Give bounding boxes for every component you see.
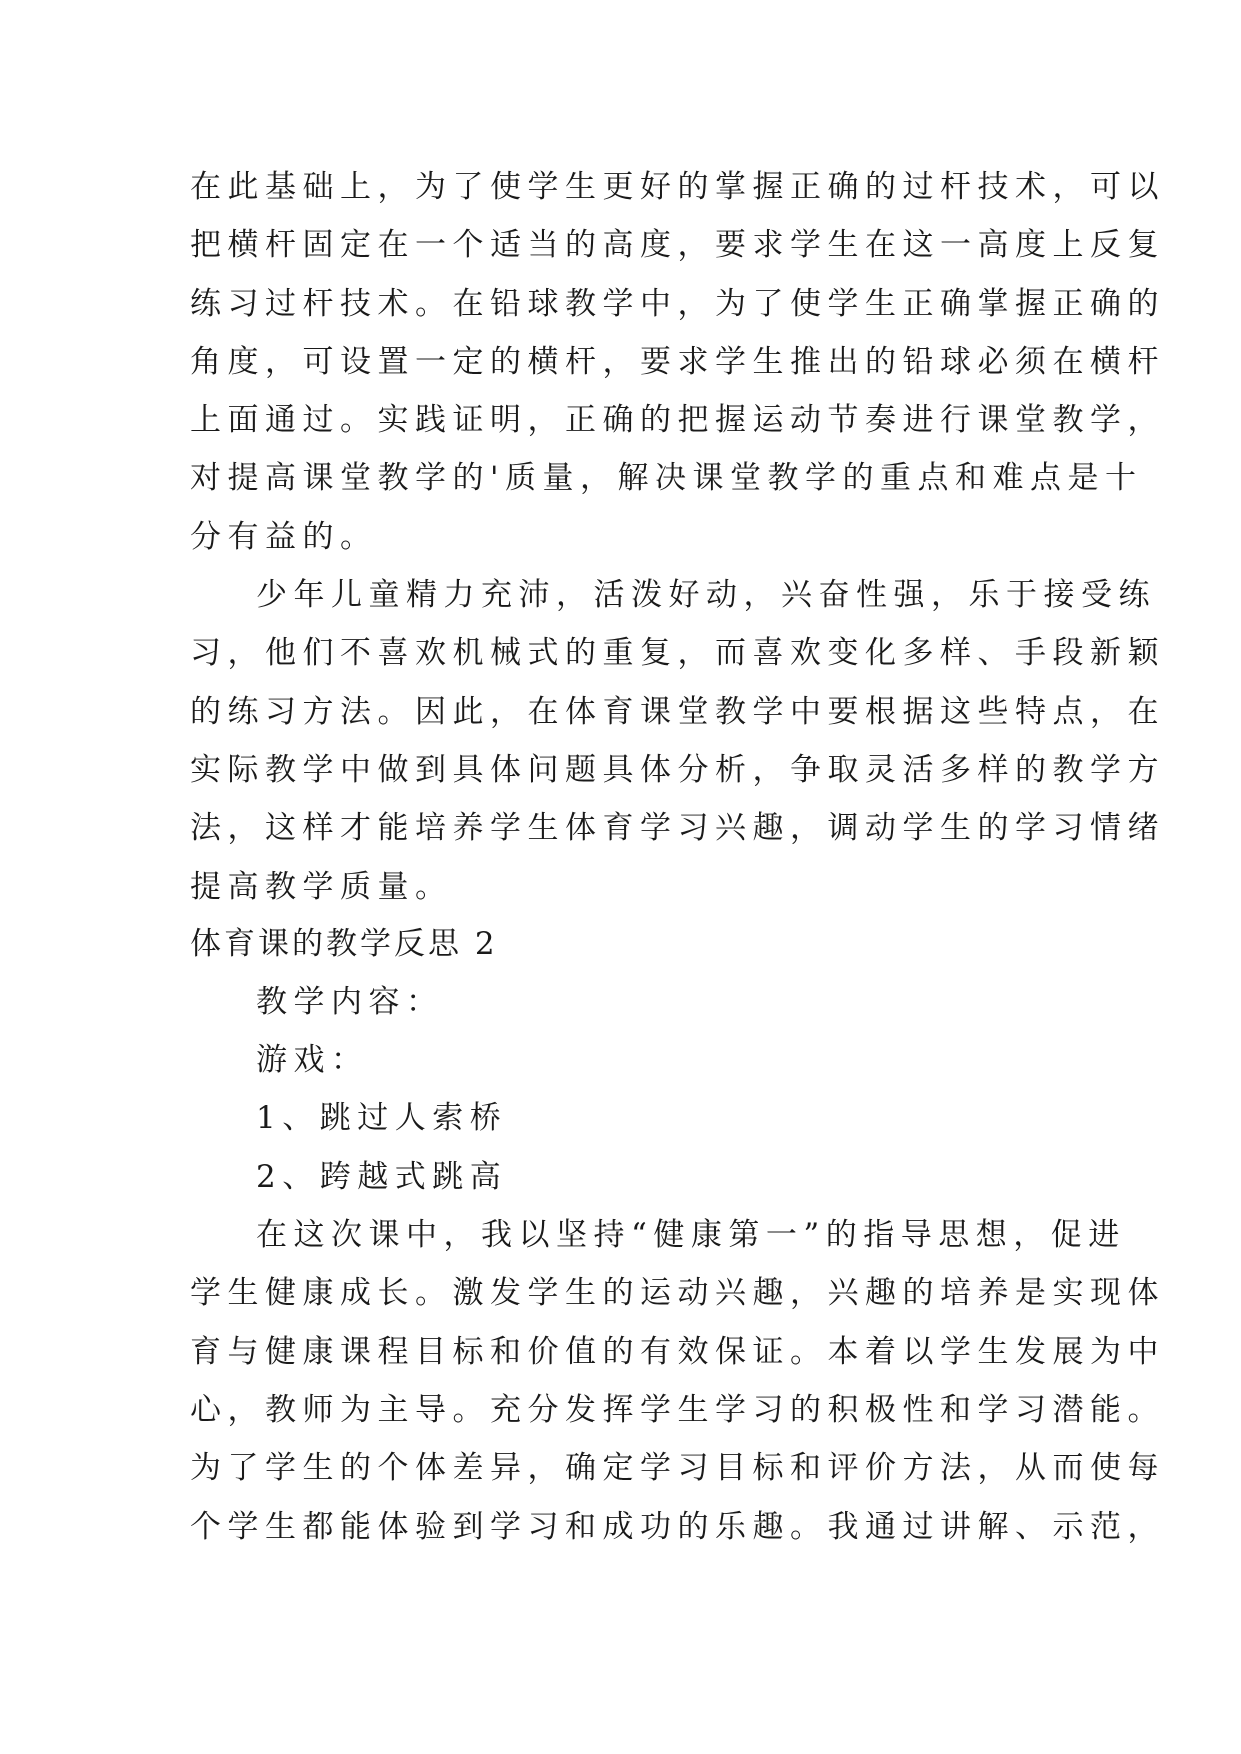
paragraph-3-line: 育与健康课程目标和价值的有效保证。本着以学生发展为中 [190, 1333, 1165, 1370]
document-body [190, 158, 1165, 1556]
section-heading: 体育课的教学反思 2 [190, 925, 498, 962]
paragraph-1-line: 角度，可设置一定的横杆，要求学生推出的铅球必须在横杆 [190, 343, 1165, 380]
paragraph-2-line: 少年儿童精力充沛，活泼好动，兴奋性强，乐于接受练 [256, 577, 1156, 614]
list-item: 1、跳过人索桥 [256, 1100, 508, 1137]
paragraph-3-line: 心，教师为主导。充分发挥学生学习的积极性和学习潜能。 [190, 1391, 1165, 1428]
paragraph-2-line: 实际教学中做到具体问题具体分析，争取灵活多样的教学方 [190, 751, 1165, 788]
paragraph-3-line: 学生健康成长。激发学生的运动兴趣，兴趣的培养是实现体 [190, 1275, 1165, 1312]
paragraph-1-line: 分有益的。 [190, 518, 378, 555]
paragraph-3-line: 为了学生的个体差异，确定学习目标和评价方法，从而使每 [190, 1450, 1165, 1487]
paragraph-2-line: 的练习方法。因此，在体育课堂教学中要根据这些特点，在 [190, 693, 1165, 730]
paragraph-3-line: 个学生都能体验到学习和成功的乐趣。我通过讲解、示范， [190, 1508, 1165, 1545]
list-item: 游戏： [256, 1042, 369, 1079]
paragraph-2-line: 提高教学质量。 [190, 868, 453, 905]
paragraph-1-line: 上面通过。实践证明，正确的把握运动节奏进行课堂教学， [190, 402, 1165, 439]
paragraph-3-line: 在这次课中，我以坚持“健康第一”的指导思想，促进 [256, 1217, 1126, 1254]
list-item: 教学内容： [256, 983, 444, 1020]
paragraph-1-line: 练习过杆技术。在铅球教学中，为了使学生正确掌握正确的 [190, 285, 1165, 322]
paragraph-1-line: 在此基础上，为了使学生更好的掌握正确的过杆技术，可以 [190, 169, 1165, 205]
paragraph-2-line: 习，他们不喜欢机械式的重复，而喜欢变化多样、手段新颖 [190, 635, 1165, 672]
paragraph-2-line: 法，这样才能培养学生体育学习兴趣，调动学生的学习情绪 [190, 810, 1165, 847]
list-item: 2、跨越式跳高 [256, 1158, 508, 1195]
paragraph-1-line: 对提高课堂教学的'质量，解决课堂教学的重点和难点是十 [190, 460, 1143, 497]
paragraph-1-line: 把横杆固定在一个适当的高度，要求学生在这一高度上反复 [190, 227, 1165, 264]
